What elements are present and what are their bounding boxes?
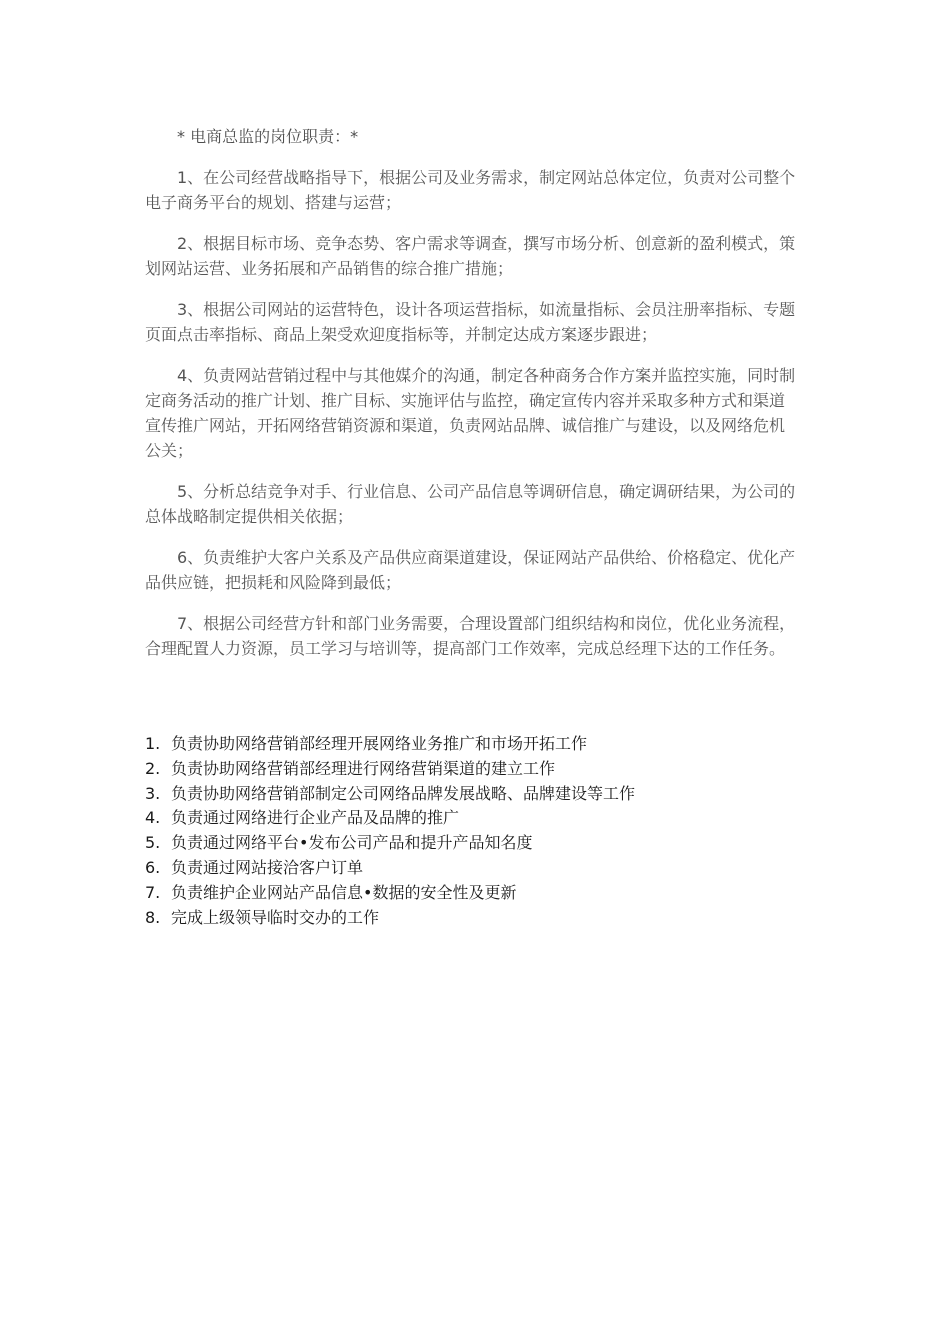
duty-paragraph-5: 5、分析总结竞争对手、行业信息、公司产品信息等调研信息，确定调研结果，为公司的总体战略制定提供相关依据； [145, 482, 796, 526]
duties-section [145, 124, 800, 677]
task-number: 1. [145, 734, 161, 753]
task-text: 负责维护企业网站产品信息•数据的安全性及更新 [171, 882, 517, 902]
duty-paragraph-4: 4、负责网站营销过程中与其他媒介的沟通，制定各种商务合作方案并监控实施，同时制定商务活动的推广计划、推广目标、实施评估与监控，确定宣传内容并采取多种方式和渠道宣传推广网站，开拓网络营销资源和渠道，负责网站品牌、诚信推广与建设，以及网络危机公关； [145, 366, 796, 460]
task-item-7 [145, 881, 800, 906]
duty-paragraph-3: 3、根据公司网站的运营特色，设计各项运营指标，如流量指标、会员注册率指标、专题页面点击率指标、商品上架受欢迎度指标等，并制定达成方案逐步跟进； [145, 300, 796, 344]
task-number: 2. [145, 758, 161, 778]
task-number: 3. [145, 783, 161, 803]
task-text: 负责通过网络平台•发布公司产品和提升产品知名度 [171, 833, 533, 853]
task-text: 负责协助网络营销部制定公司网络品牌发展战略、品牌建设等工作 [171, 783, 636, 803]
task-number: 7. [145, 882, 161, 902]
task-number: 6. [145, 857, 161, 877]
duty-paragraph-1: 1、在公司经营战略指导下，根据公司及业务需求，制定网站总体定位，负责对公司整个电子商务平台的规划、搭建与运营； [145, 168, 796, 212]
task-item-3 [145, 782, 800, 807]
task-number: 5. [145, 833, 161, 853]
task-text: 负责通过网站接洽客户订单 [171, 857, 364, 877]
task-item-6 [145, 856, 800, 881]
duty-paragraph-7: 7、根据公司经营方针和部门业务需要，合理设置部门组织结构和岗位，优化业务流程，合理配置人力资源，员工学习与培训等，提高部门工作效率，完成总经理下达的工作任务。 [145, 614, 796, 658]
duty-paragraph-6: 6、负责维护大客户关系及产品供应商渠道建设，保证网站产品供给、价格稳定、优化产品供应链，把损耗和风险降到最低； [145, 548, 796, 592]
duties-heading: * 电商总监的岗位职责：* [177, 127, 359, 146]
task-number: 4. [145, 808, 161, 828]
task-list [145, 732, 800, 930]
task-number: 8. [145, 907, 161, 927]
task-text: 负责通过网络进行企业产品及品牌的推广 [171, 808, 460, 828]
task-item-8 [145, 906, 800, 931]
task-item-5 [145, 831, 800, 856]
duty-paragraph-2: 2、根据目标市场、竞争态势、客户需求等调查，撰写市场分析、创意新的盈利模式，策划网站运营、业务拓展和产品销售的综合推广措施； [145, 234, 796, 278]
task-item-2 [145, 757, 800, 782]
task-item-4 [145, 806, 800, 831]
task-text: 负责协助网络营销部经理开展网络业务推广和市场开拓工作 [171, 734, 588, 753]
task-text: 完成上级领导临时交办的工作 [171, 907, 380, 927]
task-text: 负责协助网络营销部经理进行网络营销渠道的建立工作 [171, 758, 556, 778]
task-item-1 [145, 732, 800, 757]
